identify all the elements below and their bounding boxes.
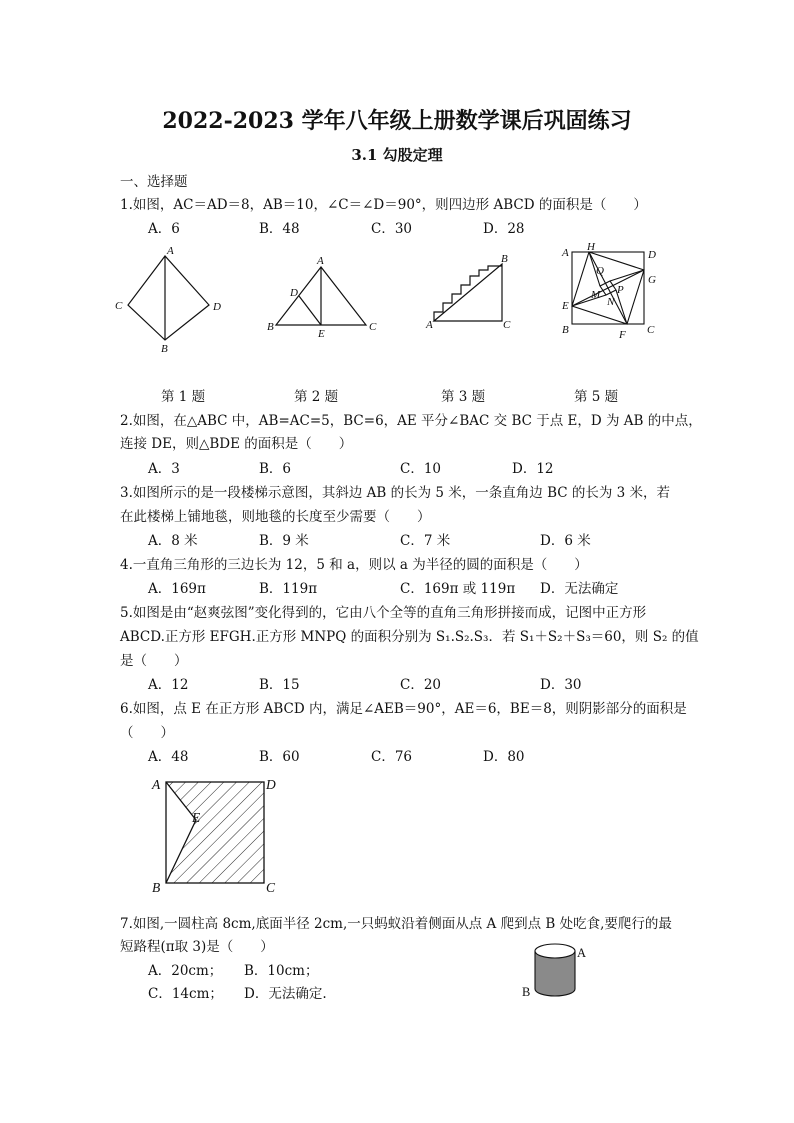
q2-option-c[interactable]: C．10 (400, 461, 442, 477)
figure-caption-1: 第 1 题 (161, 389, 206, 405)
q5-option-d[interactable]: D．30 (540, 677, 582, 693)
f3-label-a: A (426, 319, 433, 331)
question-3-line-2: 在此楼梯上铺地毯，则地毯的长度至少需要（ ） (120, 509, 431, 525)
q5-option-a[interactable]: A．12 (148, 677, 189, 693)
question-3-line-1: 3.如图所示的是一段楼梯示意图，其斜边 AB 的长为 5 米，一条直角边 BC 的长为 3 米，若 (120, 485, 671, 501)
f2-label-b: B (267, 321, 274, 333)
q1-option-a[interactable]: A．6 (148, 221, 180, 237)
f5-label-m: M (591, 289, 601, 301)
f5-label-b: B (562, 324, 569, 336)
f6-label-e: E (192, 810, 201, 825)
question-7-line-2: 短路程(π取 3)是（ ） (120, 939, 274, 955)
question-6-line-1: 6.如图，点 E 在正方形 ABCD 内，满足∠AEB＝90°，AE＝6，BE＝8，则阴影部分的面积是 (120, 701, 687, 717)
question-2-line-2: 连接 DE，则△BDE 的面积是（ ） (120, 436, 353, 452)
f1-label-c: C (115, 300, 123, 312)
q3-option-b[interactable]: B．9 米 (259, 533, 309, 549)
page-subtitle: 3.1 勾股定理 (351, 146, 443, 164)
question-2-line-1: 2.如图，在△ABC 中，AB=AC=5，BC=6，AE 平分∠BAC 交 BC 于点 E，D 为 AB 的中点， (120, 413, 702, 429)
f5-label-d: D (648, 249, 656, 261)
f2-label-d: D (290, 287, 298, 299)
f5-label-h: H (587, 241, 595, 253)
q2-option-b[interactable]: B．6 (259, 461, 292, 477)
f5-label-p: P (617, 284, 624, 296)
question-4-text: 4.一直角三角形的三边长为 12，5 和 a，则以 a 为半径的圆的面积是（ ） (120, 557, 588, 573)
f1-label-d: D (213, 301, 221, 313)
f7-label-b: B (522, 985, 531, 999)
f5-label-e: E (562, 300, 569, 312)
q3-option-d[interactable]: D．6 米 (540, 533, 591, 549)
q3-option-c[interactable]: C．7 米 (400, 533, 451, 549)
q7-option-a[interactable]: A．20cm； (148, 963, 223, 979)
q6-option-c[interactable]: C．76 (371, 749, 413, 765)
q6-option-a[interactable]: A．48 (148, 749, 189, 765)
q2-option-a[interactable]: A．3 (148, 461, 180, 477)
q4-option-b[interactable]: B．119π (259, 581, 318, 597)
question-5-line-1: 5.如图是由“赵爽弦图”变化得到的，它由八个全等的直角三角形拼接而成，记图中正方形 (120, 605, 647, 621)
q1-option-b[interactable]: B．48 (259, 221, 300, 237)
f3-label-c: C (503, 319, 511, 331)
f2-label-e: E (318, 328, 325, 340)
q7-option-c[interactable]: C．14cm； (148, 986, 223, 1002)
q6-option-d[interactable]: D．80 (483, 749, 525, 765)
q6-option-b[interactable]: B．60 (259, 749, 300, 765)
figure-caption-5: 第 5 题 (574, 389, 619, 405)
question-5-line-2: ABCD.正方形 EFGH.正方形 MNPQ 的面积分别为 S₁.S₂.S₃．若 S₁＋S₂＋S₃＝60，则 S₂ 的值 (120, 629, 699, 645)
q2-option-d[interactable]: D．12 (512, 461, 554, 477)
f5-label-a: A (562, 247, 569, 259)
f1-label-b: B (161, 343, 168, 355)
question-5-line-3: 是（ ） (120, 653, 188, 669)
q7-option-d[interactable]: D．无法确定. (244, 986, 327, 1002)
q4-option-c[interactable]: C．169π 或 119π (400, 581, 516, 597)
question-6-line-2: （ ） (120, 725, 174, 741)
f1-label-a: A (167, 245, 174, 257)
q1-option-d[interactable]: D．28 (483, 221, 525, 237)
f3-label-b: B (501, 253, 508, 265)
f5-label-c: C (647, 324, 655, 336)
figure-caption-3: 第 3 题 (441, 389, 486, 405)
q3-option-a[interactable]: A．8 米 (148, 533, 198, 549)
f6-label-c: C (266, 880, 276, 895)
f6-label-b: B (152, 880, 161, 895)
q7-option-b[interactable]: B．10cm； (244, 963, 319, 979)
q4-option-a[interactable]: A．169π (148, 581, 206, 597)
page-title: 2022-2023 学年八年级上册数学课后巩固练习 (162, 108, 632, 134)
q5-option-c[interactable]: C．20 (400, 677, 442, 693)
f5-label-g: G (648, 274, 656, 286)
f2-label-a: A (317, 255, 324, 267)
f5-label-q: Q (596, 265, 604, 277)
f7-label-a: A (577, 946, 587, 960)
f2-label-c: C (369, 321, 377, 333)
section-heading: 一、选择题 (120, 174, 188, 190)
question-7-line-1: 7.如图,一圆柱高 8cm,底面半径 2cm,一只蚂蚁沿着侧面从点 A 爬到点 B 处吃食,要爬行的最 (120, 916, 672, 932)
q1-option-c[interactable]: C．30 (371, 221, 413, 237)
question-1-text: 1.如图，AC＝AD＝8，AB＝10，∠C＝∠D＝90°，则四边形 ABCD 的面积是（ ） (120, 197, 647, 213)
f5-label-f: F (619, 329, 626, 341)
f6-label-a: A (152, 777, 161, 792)
f6-label-d: D (266, 777, 276, 792)
q4-option-d[interactable]: D．无法确定 (540, 581, 619, 597)
figure-caption-2: 第 2 题 (294, 389, 339, 405)
q5-option-b[interactable]: B．15 (259, 677, 300, 693)
f5-label-n: N (607, 296, 615, 308)
